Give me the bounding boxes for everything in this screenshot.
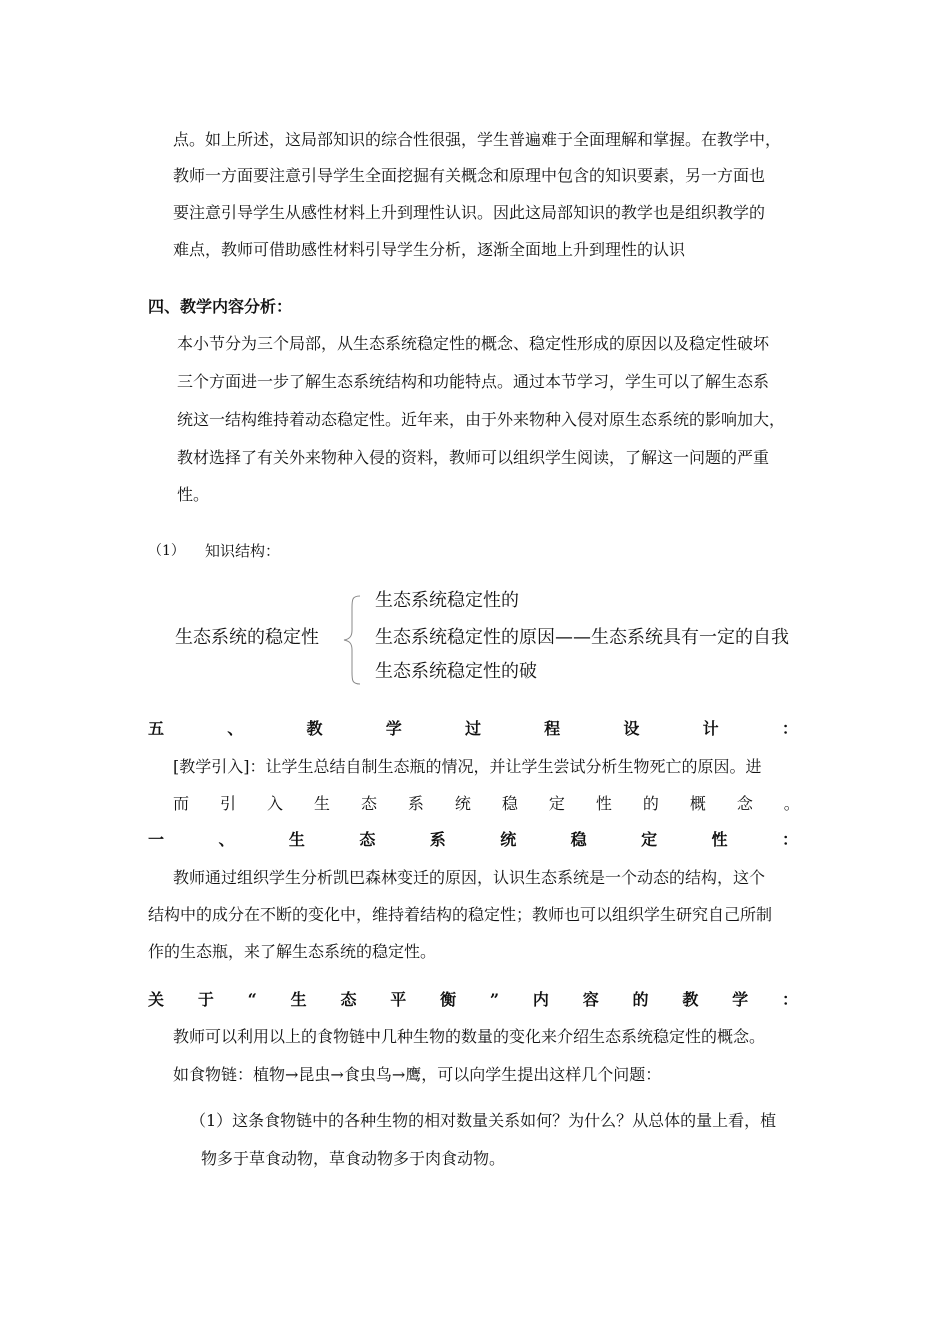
part1-heading-char: 生 (288, 830, 305, 849)
section5-heading-char: 教 (306, 719, 323, 738)
knowledge-root: 生态系统的稳定性 (175, 627, 319, 648)
balance-heading-char: 生 (290, 990, 307, 1009)
question-1-line-2: 物多于草食动物，草食动物多于肉食动物。 (201, 1149, 506, 1168)
intro-line-2 (173, 794, 800, 814)
intro-char: 系 (407, 794, 424, 813)
balance-heading-char: ： (781, 990, 798, 1009)
part1-heading-char: ： (781, 830, 798, 849)
part1-heading-char: 一 (148, 830, 165, 849)
part1-heading (148, 830, 798, 850)
section5-heading-char: 计 (702, 719, 719, 738)
intro-char: 统 (454, 794, 471, 813)
balance-heading-char: 衡 (440, 990, 457, 1009)
balance-heading-char: 态 (340, 990, 357, 1009)
balance-heading-char: 容 (582, 990, 599, 1009)
para-top-line-2: 教师一方面要注意引导学生全面挖掘有关概念和原理中包含的知识要素，另一方面也 (173, 166, 766, 185)
part1-line-1: 教师通过组织学生分析凯巴森林变迁的原因，认识生态系统是一个动态的结构，这个 (173, 868, 766, 887)
balance-heading-char: ” (489, 990, 500, 1009)
balance-heading-char: 平 (390, 990, 407, 1009)
section4-line-5: 性。 (177, 485, 210, 504)
section4-line-2: 三个方面进一步了解生态系统结构和功能特点。通过本节学习，学生可以了解生态系 (177, 372, 770, 391)
para-top-line-4: 难点，教师可借助感性材料引导学生分析，逐渐全面地上升到理性的认识 (173, 240, 686, 259)
intro-char: 念 (736, 794, 753, 813)
section4-line-3: 统这一结构维持着动态稳定性。近年来，由于外来物种入侵对原生态系统的影响加大， (177, 410, 786, 429)
section5-heading-char: 过 (464, 719, 481, 738)
intro-char: 态 (360, 794, 377, 813)
balance-line-1: 教师可以利用以上的食物链中几种生物的数量的变化来介绍生态系统稳定性的概念。 (173, 1027, 766, 1046)
balance-heading-char: 学 (732, 990, 749, 1009)
intro-char: 。 (783, 794, 800, 813)
balance-heading-char: 内 (532, 990, 549, 1009)
part1-heading-char: 定 (641, 830, 658, 849)
part1-heading-char: 系 (429, 830, 446, 849)
para-top-line-1: 点。如上所述，这局部知识的综合性很强，学生普遍难于全面理解和掌握。在教学中， (173, 130, 782, 149)
intro-char: 引 (219, 794, 236, 813)
section5-heading-char: 程 (544, 719, 561, 738)
section5-heading-char: 、 (227, 719, 244, 738)
knowledge-label-number: （1） (148, 543, 185, 559)
balance-heading (148, 990, 798, 1010)
intro-char: 生 (313, 794, 330, 813)
section5-heading-char: 设 (623, 719, 640, 738)
intro-char: 而 (173, 794, 190, 813)
intro-char: 稳 (501, 794, 518, 813)
section5-heading-char: ： (781, 719, 798, 738)
balance-heading-char: 于 (197, 990, 214, 1009)
part1-line-3: 作的生态瓶，来了解生态系统的稳定性。 (148, 942, 437, 961)
part1-line-2: 结构中的成分在不断的变化中，维持着结构的稳定性；教师也可以组织学生研究自己所制 (148, 905, 773, 924)
section4-heading: 四、教学内容分析： (148, 297, 293, 316)
intro-line-1: [教学引入]：让学生总结自制生态瓶的情况，并让学生尝试分析生物死亡的原因。进 (173, 757, 762, 776)
brace-icon (340, 594, 362, 686)
part1-heading-char: 统 (500, 830, 517, 849)
section5-heading-char: 学 (385, 719, 402, 738)
knowledge-label: 知识结构： (205, 542, 281, 560)
part1-heading-char: 稳 (570, 830, 587, 849)
section5-heading-char: 五 (148, 719, 165, 738)
section4-line-1: 本小节分为三个局部，从生态系统稳定性的概念、稳定性形成的原因以及稳定性破坏 (177, 334, 770, 353)
balance-heading-char: 的 (632, 990, 649, 1009)
knowledge-branch-1: 生态系统稳定性的 (375, 590, 519, 611)
knowledge-branch-3: 生态系统稳定性的破 (375, 661, 537, 682)
part1-heading-char: 、 (218, 830, 235, 849)
para-top-line-3: 要注意引导学生从感性材料上升到理性认识。因此这局部知识的教学也是组织教学的 (173, 203, 766, 222)
balance-line-2: 如食物链：植物→昆虫→食虫鸟→鹰，可以向学生提出这样几个问题： (173, 1065, 662, 1084)
intro-char: 入 (266, 794, 283, 813)
knowledge-branch-2: 生态系统稳定性的原因——生态系统具有一定的自我 (375, 627, 789, 648)
intro-char: 概 (689, 794, 706, 813)
intro-char: 定 (548, 794, 565, 813)
section5-heading (148, 719, 798, 739)
intro-char: 性 (595, 794, 612, 813)
part1-heading-char: 态 (359, 830, 376, 849)
balance-heading-char: 教 (682, 990, 699, 1009)
section4-line-4: 教材选择了有关外来物种入侵的资料，教师可以组织学生阅读，了解这一问题的严重 (177, 448, 770, 467)
balance-heading-char: 关 (148, 990, 165, 1009)
intro-char: 的 (642, 794, 659, 813)
balance-heading-char: “ (247, 990, 257, 1009)
question-1-line-1: （1）这条食物链中的各种生物的相对数量关系如何？为什么？从总体的量上看，植 (190, 1111, 777, 1130)
part1-heading-char: 性 (711, 830, 728, 849)
